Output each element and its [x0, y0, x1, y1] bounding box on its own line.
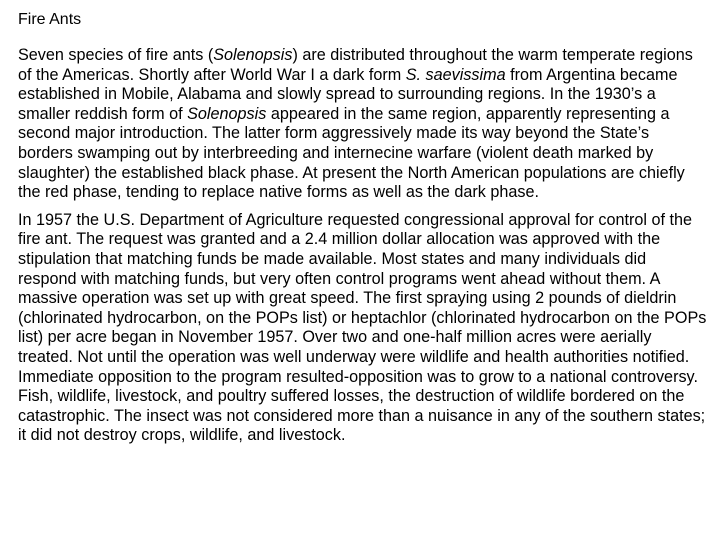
- genus-name: Solenopsis: [213, 46, 293, 64]
- document-page: [18, 10, 708, 454]
- paragraph-text: from Argentina became established in Mobile, Alabama and slowly spread to surrounding regions. In the 1930’s a smaller reddish form of: [18, 65, 678, 123]
- paragraph-history: [18, 46, 708, 203]
- paragraph-text: appeared in the same region, apparently representing a second major introduction. The latter form aggressively made its way beyond the State’s borders swamping out by interbreeding and internecine warfare (violent death marked by slaughter) the established black phase. At present the North American populations are chiefly the red phase, tending to replace native forms as well as the dark phase.: [18, 104, 685, 202]
- paragraph-text: ) are distributed throughout the warm temperate regions of the Americas. Shortly after World War I a dark form: [18, 46, 693, 84]
- paragraph-control-program: In 1957 the U.S. Department of Agriculture requested congressional approval for control of the fire ant. The request was granted and a 2.4 million dollar allocation was approved with the stipulation that matching funds be made available. Most states and many individuals did respond with matching funds, but very often control programs went ahead without them. A massive operation was set up with great speed. The first spraying using 2 pounds of dieldrin (chlorinated hydrocarbon, on the POPs list) or heptachlor (chlorinated hydrocarbon on the POPs list) per acre began in November 1957. Over two and one-half million acres were aerially treated. Not until the operation was well underway were wildlife and health authorities notified. Immediate opposition to the program resulted-opposition was to grow to a national controversy. Fish, wildlife, livestock, and poultry suffered losses, the destruction of wildlife bordered on the catastrophic. The insect was not considered more than a nuisance in any of the southern states; it did not destroy crops, wildlife, and livestock.: [18, 210, 707, 445]
- species-name: S. saevissima: [405, 65, 506, 84]
- paragraph-text: Seven species of fire ants (: [18, 46, 214, 64]
- document-title: Fire Ants: [18, 11, 82, 28]
- genus-name: Solenopsis: [187, 104, 267, 123]
